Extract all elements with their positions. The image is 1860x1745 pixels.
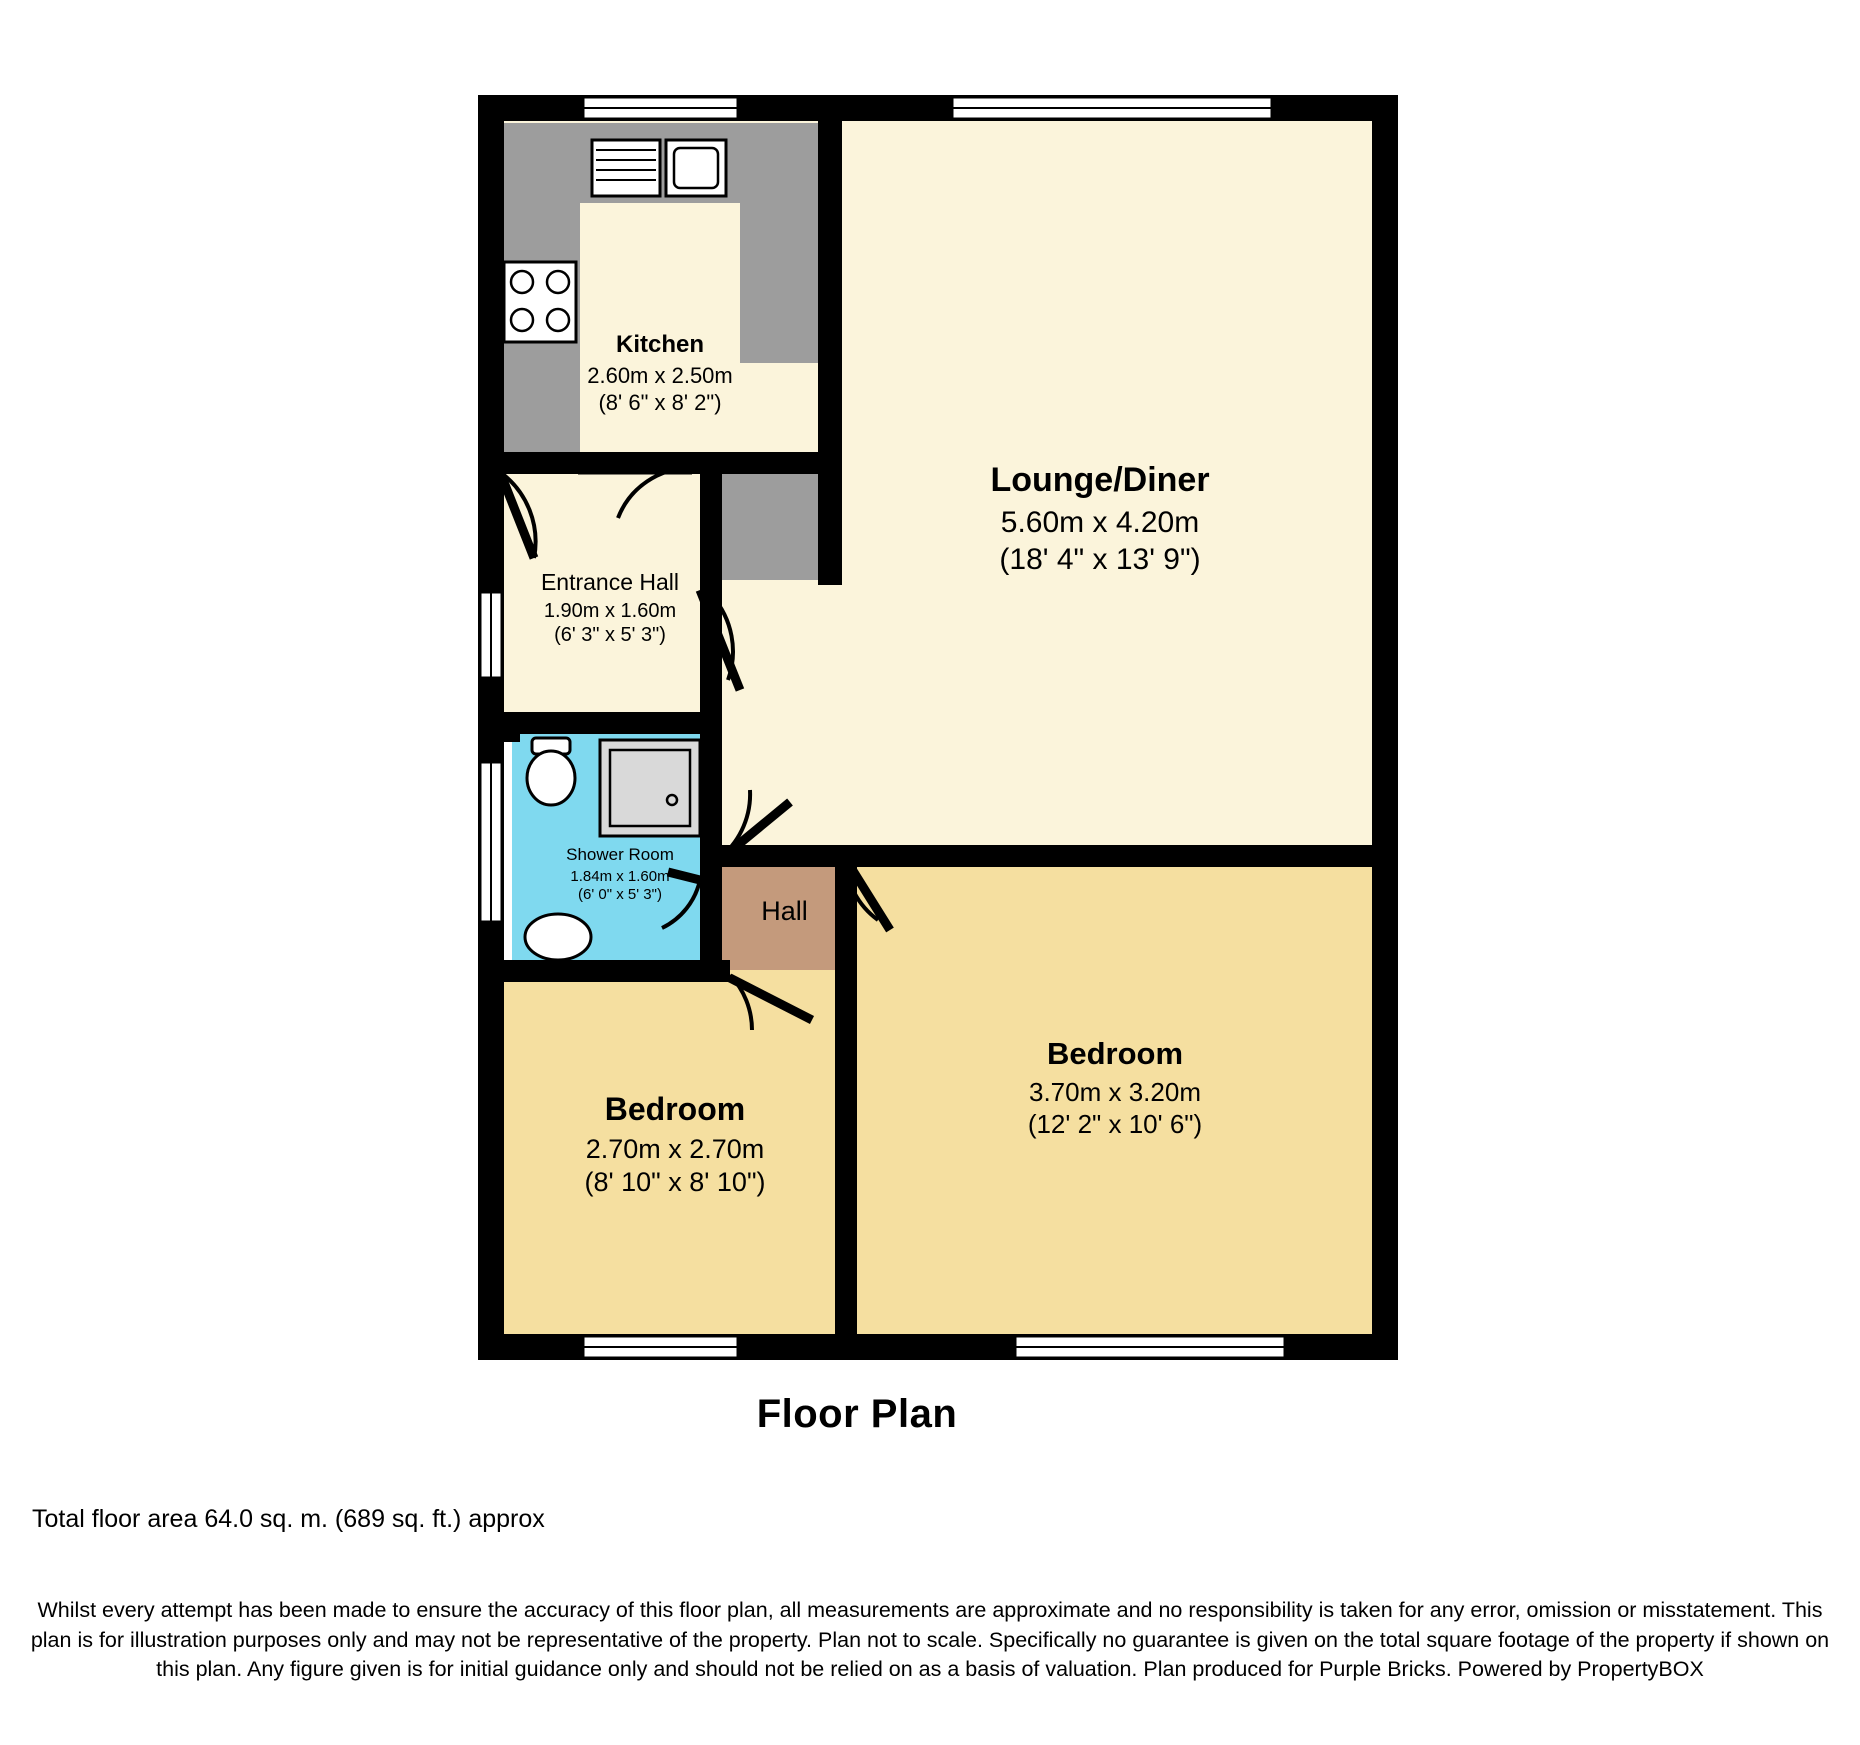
disclaimer-text: Whilst every attempt has been made to ensure the accuracy of this floor plan, all measurements are approximate and no responsibility is taken for any error, omission or misstatement. This plan is for illustration purposes only and may not be representative of the property. Plan not to scale. Specifically no guarantee is given on the total square footage of the property if shown on this plan. Any figure given is for initial guidance only and should not be relied on as a basis of valuation. Plan produced for Purple Bricks. Powered by PropertyBOX [30, 1598, 1830, 1682]
room-name-kitchen: Kitchen [615, 331, 704, 358]
plan-title-text: Floor Plan [756, 1392, 958, 1436]
room-dim-metric-shower-room: 1.84m x 1.60m [570, 867, 670, 885]
kitchen-unit-right [740, 123, 820, 363]
room-dim-metric-kitchen: 2.60m x 2.50m [587, 363, 733, 389]
kitchen-unit-lower-right [710, 470, 820, 580]
room-dim-metric-lounge-diner: 5.60m x 4.20m [1000, 506, 1200, 540]
room-name-shower-room: Shower Room [566, 845, 674, 864]
shower-tray-icon [600, 740, 700, 836]
room-fill-lounge-diner [820, 110, 1390, 850]
room-fill-entrance-hall [500, 466, 710, 716]
room-dim-imperial-bedroom-small: (8' 10" x 8' 10") [584, 1166, 766, 1197]
total-floor-area: Total floor area 64.0 sq. m. (689 sq. ft.) approx [32, 1505, 545, 1533]
room-dim-metric-bedroom-main: 3.70m x 3.20m [1029, 1076, 1201, 1107]
room-dim-imperial-bedroom-main: (12' 2" x 10' 6") [1027, 1108, 1203, 1139]
room-dim-imperial-entrance-hall: (6' 3" x 5' 3") [554, 624, 666, 647]
room-fill-hall [722, 855, 847, 970]
room-dim-imperial-kitchen: (8' 6" x 8' 2") [598, 390, 722, 416]
room-dim-metric-entrance-hall: 1.90m x 1.60m [543, 600, 677, 623]
room-fill-bedroom-main [845, 855, 1385, 1345]
basin-icon [525, 914, 591, 960]
room-name-bedroom-small: Bedroom [604, 1091, 746, 1127]
drainer-icon [592, 140, 660, 196]
room-name-entrance-hall: Entrance Hall [540, 569, 680, 595]
room-name-lounge-diner: Lounge/Diner [990, 461, 1210, 499]
room-name-hall: Hall [761, 896, 808, 926]
room-fill-bedroom-small [500, 970, 845, 1345]
plan-title [0, 1392, 1860, 1437]
room-dim-imperial-shower-room: (6' 0" x 5' 3") [578, 886, 662, 904]
room-name-bedroom-main: Bedroom [1046, 1036, 1184, 1071]
room-dim-metric-bedroom-small: 2.70m x 2.70m [585, 1134, 765, 1165]
toilet-icon [527, 738, 575, 805]
room-dim-imperial-lounge-diner: (18' 4" x 13' 9") [999, 543, 1201, 577]
